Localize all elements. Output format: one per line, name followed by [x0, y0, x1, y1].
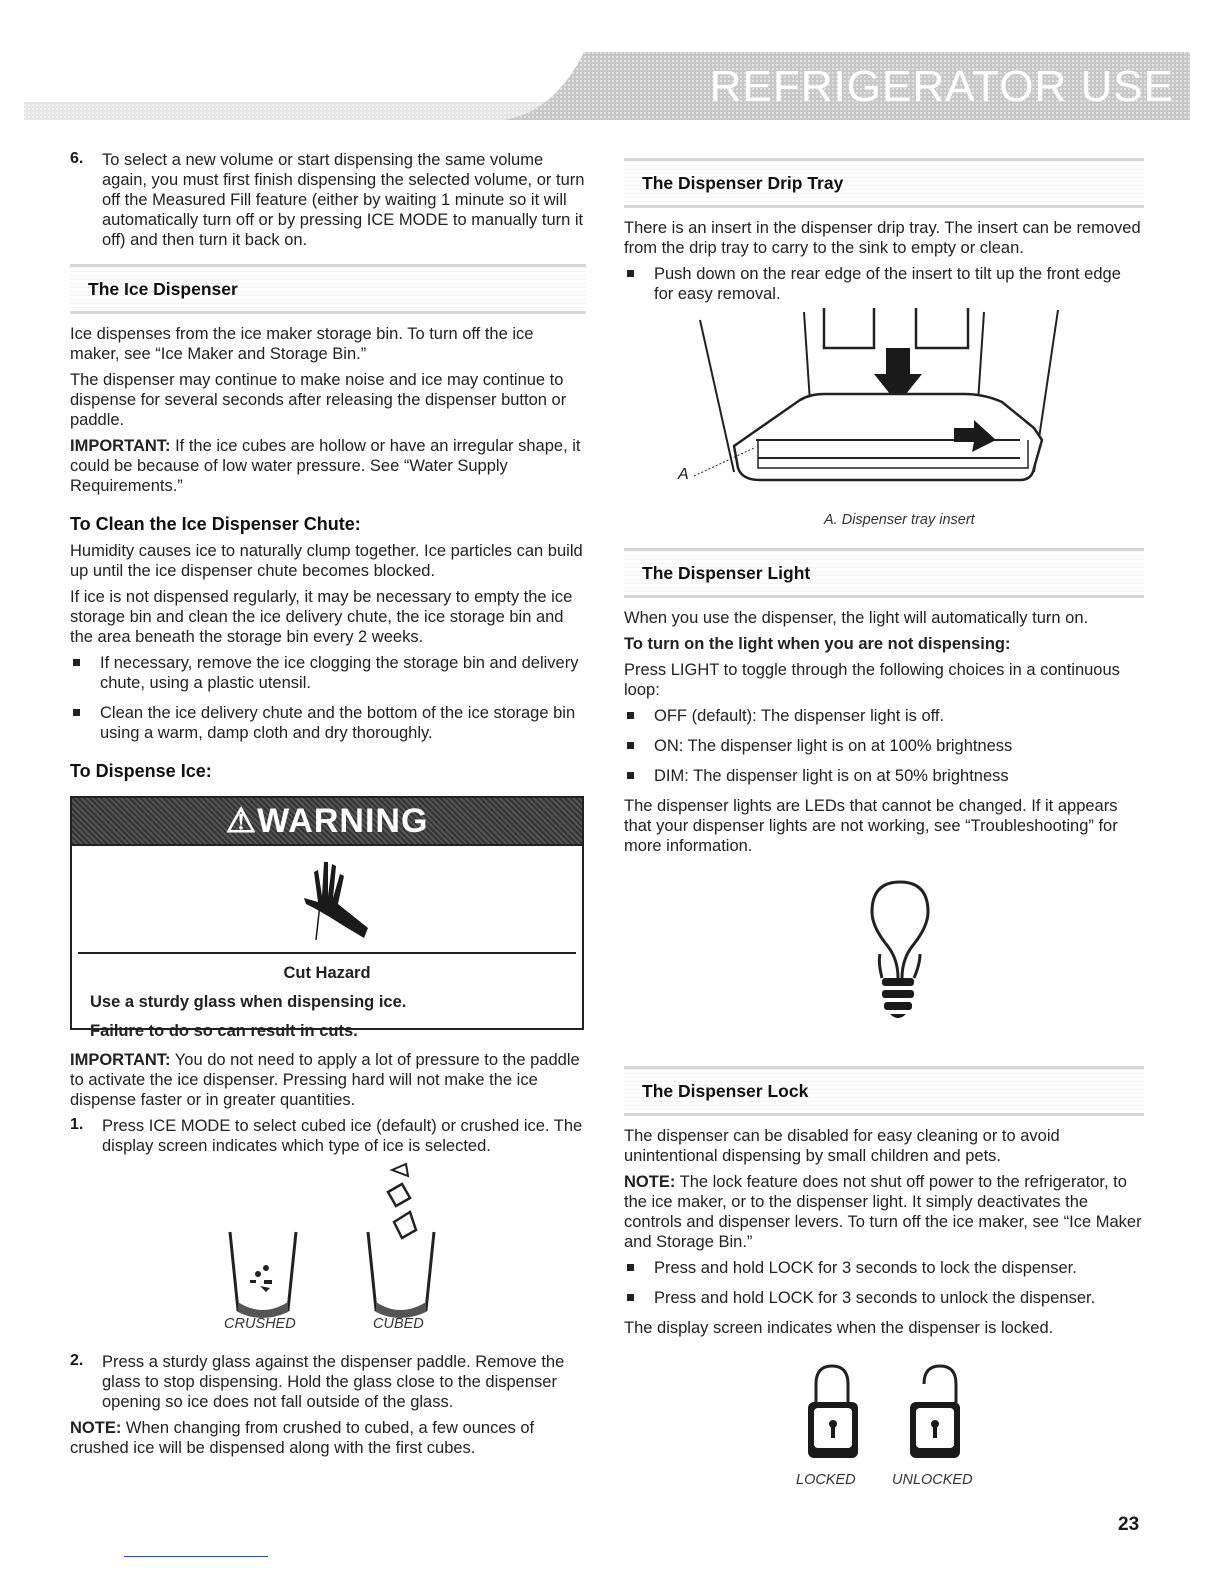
ice-dispenser-p2: The dispenser may continue to make noise and ice may continue to dispense for several seconds after releasing the dispenser button or paddle. — [70, 371, 567, 429]
dispenser-light-heading-text: The Dispenser Light — [642, 563, 811, 583]
caption-locked: LOCKED — [796, 1472, 856, 1488]
ice-dispenser-p1: Ice dispenses from the ice maker storage bin. To turn off the ice maker, see “Ice Maker and Storage Bin.” — [70, 325, 534, 363]
dispense-ice-heading: To Dispense Ice: — [70, 761, 212, 781]
light-bullet-2 — [624, 736, 1144, 756]
caption-unlocked: UNLOCKED — [892, 1472, 973, 1488]
note-text: When changing from crushed to cubed, a few ounces of crushed ice will be dispensed along with the first cubes. — [70, 1419, 535, 1457]
drip-tray-caption: A. Dispenser tray insert — [824, 512, 975, 528]
warning-title-bar — [72, 798, 582, 846]
dispenser-lock-heading-text: The Dispenser Lock — [642, 1081, 809, 1101]
ice-dispenser-important — [70, 436, 586, 496]
cut-hand-icon — [288, 852, 378, 944]
ice-type-illustration — [70, 1162, 586, 1342]
lock-bullet-2 — [624, 1288, 1144, 1308]
label-a: A — [678, 466, 689, 483]
important-text: You do not need to apply a lot of pressure to the paddle to activate the ice dispenser. Pressing hard will not make the ice dispense faster or in greater quantities. — [70, 1051, 580, 1109]
step-6-text: To select a new volume or start dispensing the same volume again, you must first finish dispensing the selected volume, or turn off the Measured Fill feature (either by waiting 1 minute so it will automatically turn off or by pressing ICE MODE to manually turn it off) and then turn it back on. — [102, 151, 585, 249]
lock-bullet-1 — [624, 1258, 1144, 1278]
drip-tray-heading-text: The Dispenser Drip Tray — [642, 173, 844, 193]
bullet-square-icon — [624, 1288, 654, 1308]
important-label: IMPORTANT: — [70, 437, 171, 455]
right-column — [624, 146, 1144, 1494]
ice-dispenser-heading-text: The Ice Dispenser — [88, 279, 238, 299]
warning-line-1: Use a sturdy glass when dispensing ice. — [90, 993, 407, 1011]
clean-chute-p1: Humidity causes ice to naturally clump together. Ice particles can build up until the ice dispenser chute becomes blocked. — [70, 542, 583, 580]
clean-chute-bullet-1 — [70, 653, 586, 693]
light-bullet-3-text: DIM: The dispenser light is on at 50% brightness — [654, 767, 1009, 785]
step-6 — [70, 150, 586, 250]
clean-chute-p2: If ice is not dispensed regularly, it may be necessary to empty the ice storage bin and clean the ice delivery chute, the ice storage bin and the area beneath the storage bin every 2 weeks. — [70, 588, 573, 646]
drip-tray-diagram — [624, 308, 1144, 508]
clean-chute-bullet-1-text: If necessary, remove the ice clogging the storage bin and delivery chute, using a plastic utensil. — [100, 654, 579, 692]
dispense-note — [70, 1418, 586, 1458]
clean-chute-bullet-2 — [70, 703, 586, 743]
dispenser-lock-heading — [624, 1066, 1144, 1116]
step-6-number: 6. — [70, 150, 84, 167]
note-label: NOTE: — [624, 1173, 676, 1191]
light-bullet-2-text: ON: The dispenser light is on at 100% brightness — [654, 737, 1013, 755]
important-text: If the ice cubes are hollow or have an irregular shape, it could be because of low water pressure. See “Water Supply Requirements.” — [70, 437, 581, 495]
footer-rule — [124, 1556, 268, 1557]
caption-crushed: CRUSHED — [224, 1316, 296, 1332]
header-title: REFRIGERATOR USE — [709, 62, 1174, 111]
bullet-square-icon — [624, 736, 654, 756]
dispenser-light-heading — [624, 548, 1144, 598]
lock-icons — [624, 1344, 1144, 1474]
warning-title: ⚠WARNING — [225, 802, 429, 840]
lock-illustration — [624, 1344, 1144, 1494]
bullet-square-icon — [624, 264, 654, 304]
bullet-square-icon — [624, 766, 654, 786]
light-bulb-icon — [624, 862, 1144, 1052]
page-number: 23 — [1118, 1514, 1140, 1535]
step-1-number: 1. — [70, 1116, 84, 1133]
step-1 — [70, 1116, 586, 1156]
drip-tray-heading — [624, 158, 1144, 208]
warning-image-area — [78, 846, 576, 954]
light-bullet-1 — [624, 706, 1144, 726]
step-1-text: Press ICE MODE to select cubed ice (default) or crushed ice. The display screen indicates which type of ice is selected. — [102, 1117, 583, 1155]
light-p2: Press LIGHT to toggle through the following choices in a continuous loop: — [624, 661, 1120, 699]
warning-box — [70, 796, 584, 1040]
step-2 — [70, 1352, 586, 1412]
light-bold-line: To turn on the light when you are not dispensing: — [624, 635, 1011, 653]
lock-bullet-1-text: Press and hold LOCK for 3 seconds to lock the dispenser. — [654, 1259, 1077, 1277]
caption-cubed: CUBED — [373, 1316, 424, 1332]
drip-tray-illustration — [624, 308, 1144, 544]
cubed-glass-icon — [368, 1164, 434, 1318]
lock-bullet-2-text: Press and hold LOCK for 3 seconds to unlock the dispenser. — [654, 1289, 1096, 1307]
page-header-banner — [24, 52, 1190, 120]
bullet-square-icon — [70, 653, 100, 693]
bullet-square-icon — [624, 706, 654, 726]
left-column — [70, 150, 586, 1458]
lock-p2: The display screen indicates when the dispenser is locked. — [624, 1319, 1054, 1337]
lock-p1: The dispenser can be disabled for easy cleaning or to avoid unintentional dispensing by small children and pets. — [624, 1127, 1060, 1165]
drip-tray-bullet — [624, 264, 1144, 304]
important-label: IMPORTANT: — [70, 1051, 171, 1069]
light-p1: When you use the dispenser, the light will automatically turn on. — [624, 609, 1089, 627]
light-p3: The dispenser lights are LEDs that cannot be changed. If it appears that your dispenser lights are not working, see “Troubleshooting” for more information. — [624, 797, 1118, 855]
crushed-glass-icon — [230, 1232, 296, 1318]
light-bulb-illustration — [624, 862, 1144, 1052]
warning-text — [72, 954, 582, 1061]
step-2-text: Press a sturdy glass against the dispenser paddle. Remove the glass to stop dispensing. Hold the glass close to the dispenser opening so ice does not fall outside of the glass. — [102, 1353, 565, 1411]
light-bullet-1-text: OFF (default): The dispenser light is off. — [654, 707, 945, 725]
bullet-square-icon — [624, 1258, 654, 1278]
bullet-square-icon — [70, 703, 100, 743]
lock-note — [624, 1172, 1144, 1252]
warning-line-2: Failure to do so can result in cuts. — [90, 1022, 358, 1040]
glass-icons — [70, 1162, 586, 1342]
light-bullet-3 — [624, 766, 1144, 786]
drip-tray-p1: There is an insert in the dispenser drip tray. The insert can be removed from the drip tray to carry to the sink to empty or clean. — [624, 219, 1141, 257]
clean-chute-bullet-2-text: Clean the ice delivery chute and the bottom of the ice storage bin using a warm, damp cloth and dry thoroughly. — [100, 704, 576, 742]
clean-chute-heading: To Clean the Ice Dispenser Chute: — [70, 514, 361, 534]
drip-tray-bullet-text: Push down on the rear edge of the insert to tilt up the front edge for easy removal. — [654, 265, 1121, 303]
note-label: NOTE: — [70, 1419, 122, 1437]
note-text: The lock feature does not shut off power to the refrigerator, to the ice maker, or to the dispenser light. It simply deactivates the controls and dispenser levers. To turn off the ice maker, see “Ice Maker and Storage Bin.” — [624, 1173, 1142, 1251]
unlocked-padlock-icon — [910, 1366, 960, 1458]
step-2-number: 2. — [70, 1352, 84, 1369]
warning-hazard: Cut Hazard — [283, 964, 371, 982]
ice-dispenser-heading — [70, 264, 586, 314]
locked-padlock-icon — [808, 1366, 858, 1458]
